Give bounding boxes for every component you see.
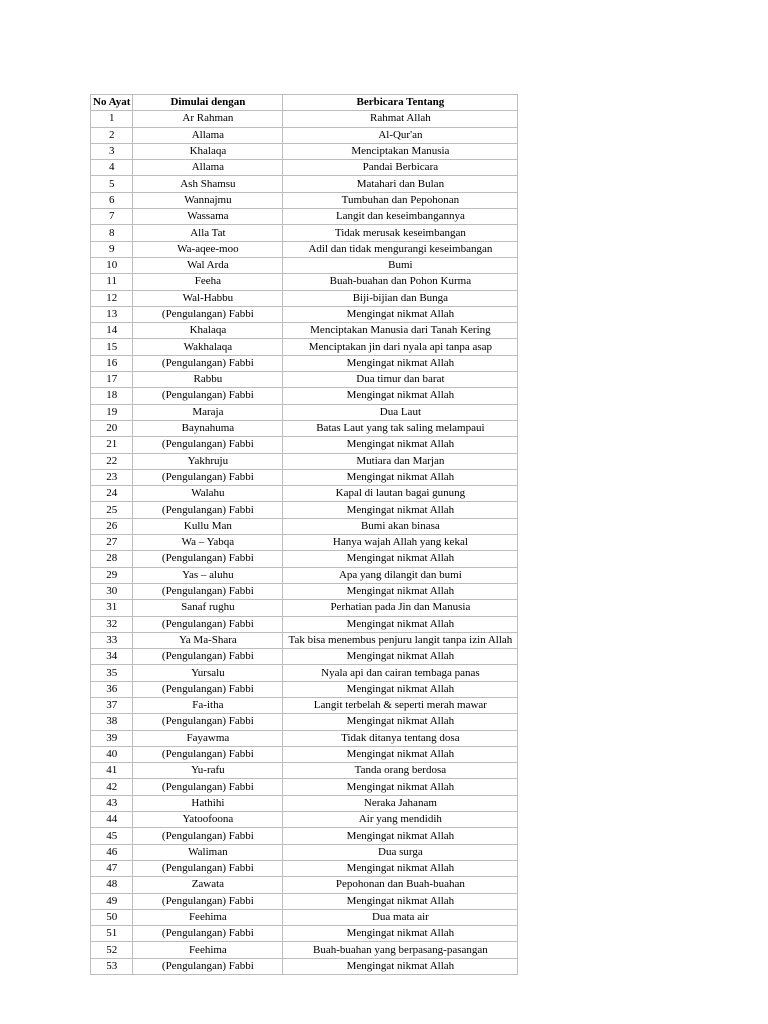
table-row: [91, 697, 518, 713]
cell-no-ayat: 38: [91, 714, 133, 730]
cell-no-ayat: 21: [91, 437, 133, 453]
cell-no-ayat: 47: [91, 860, 133, 876]
cell-no-ayat: 7: [91, 209, 133, 225]
cell-no-ayat: 39: [91, 730, 133, 746]
table-row: [91, 274, 518, 290]
cell-no-ayat: 43: [91, 795, 133, 811]
cell-berbicara-tentang: Mengingat nikmat Allah: [283, 355, 518, 371]
cell-no-ayat: 25: [91, 502, 133, 518]
table-row: [91, 355, 518, 371]
cell-dimulai-dengan: Ar Rahman: [133, 111, 283, 127]
table-row: [91, 518, 518, 534]
cell-no-ayat: 8: [91, 225, 133, 241]
cell-dimulai-dengan: Ash Shamsu: [133, 176, 283, 192]
cell-berbicara-tentang: Buah-buahan yang berpasang-pasangan: [283, 942, 518, 958]
table-row: [91, 388, 518, 404]
cell-no-ayat: 27: [91, 535, 133, 551]
cell-dimulai-dengan: Yursalu: [133, 665, 283, 681]
cell-dimulai-dengan: Sanaf rughu: [133, 600, 283, 616]
table-row: [91, 225, 518, 241]
cell-dimulai-dengan: Allama: [133, 160, 283, 176]
cell-dimulai-dengan: Wal Arda: [133, 257, 283, 273]
cell-no-ayat: 52: [91, 942, 133, 958]
cell-dimulai-dengan: Yu-rafu: [133, 763, 283, 779]
cell-dimulai-dengan: (Pengulangan) Fabbi: [133, 649, 283, 665]
cell-berbicara-tentang: Biji-bijian dan Bunga: [283, 290, 518, 306]
cell-no-ayat: 42: [91, 779, 133, 795]
cell-no-ayat: 1: [91, 111, 133, 127]
cell-dimulai-dengan: (Pengulangan) Fabbi: [133, 616, 283, 632]
cell-dimulai-dengan: (Pengulangan) Fabbi: [133, 388, 283, 404]
cell-no-ayat: 4: [91, 160, 133, 176]
table-row: [91, 502, 518, 518]
cell-dimulai-dengan: Feeha: [133, 274, 283, 290]
cell-berbicara-tentang: Menciptakan Manusia: [283, 143, 518, 159]
header-dimulai-dengan: Dimulai dengan: [133, 95, 283, 111]
document-table-container: [90, 94, 518, 975]
cell-berbicara-tentang: Matahari dan Bulan: [283, 176, 518, 192]
cell-dimulai-dengan: Wassama: [133, 209, 283, 225]
cell-berbicara-tentang: Mengingat nikmat Allah: [283, 926, 518, 942]
table-row: [91, 779, 518, 795]
cell-no-ayat: 13: [91, 306, 133, 322]
cell-no-ayat: 40: [91, 746, 133, 762]
table-row: [91, 665, 518, 681]
table-row: [91, 323, 518, 339]
cell-berbicara-tentang: Mengingat nikmat Allah: [283, 437, 518, 453]
cell-berbicara-tentang: Dua timur dan barat: [283, 372, 518, 388]
table-row: [91, 909, 518, 925]
cell-dimulai-dengan: Wal-Habbu: [133, 290, 283, 306]
cell-dimulai-dengan: Allama: [133, 127, 283, 143]
cell-no-ayat: 23: [91, 469, 133, 485]
table-row: [91, 535, 518, 551]
table-row: [91, 893, 518, 909]
cell-no-ayat: 44: [91, 812, 133, 828]
cell-dimulai-dengan: Fayawma: [133, 730, 283, 746]
cell-berbicara-tentang: Mengingat nikmat Allah: [283, 893, 518, 909]
cell-dimulai-dengan: Wa-aqee-moo: [133, 241, 283, 257]
cell-berbicara-tentang: Air yang mendidih: [283, 812, 518, 828]
cell-berbicara-tentang: Mutiara dan Marjan: [283, 453, 518, 469]
cell-dimulai-dengan: Feehima: [133, 909, 283, 925]
cell-no-ayat: 6: [91, 192, 133, 208]
table-row: [91, 681, 518, 697]
cell-no-ayat: 17: [91, 372, 133, 388]
cell-berbicara-tentang: Buah-buahan dan Pohon Kurma: [283, 274, 518, 290]
cell-no-ayat: 16: [91, 355, 133, 371]
table-row: [91, 143, 518, 159]
table-row: [91, 746, 518, 762]
cell-dimulai-dengan: (Pengulangan) Fabbi: [133, 958, 283, 974]
cell-no-ayat: 19: [91, 404, 133, 420]
cell-berbicara-tentang: Tak bisa menembus penjuru langit tanpa izin Allah: [283, 632, 518, 648]
cell-berbicara-tentang: Tidak ditanya tentang dosa: [283, 730, 518, 746]
table-row: [91, 844, 518, 860]
cell-berbicara-tentang: Menciptakan jin dari nyala api tanpa asap: [283, 339, 518, 355]
cell-dimulai-dengan: Feehima: [133, 942, 283, 958]
table-row: [91, 339, 518, 355]
cell-berbicara-tentang: Mengingat nikmat Allah: [283, 583, 518, 599]
table-row: [91, 942, 518, 958]
cell-berbicara-tentang: Hanya wajah Allah yang kekal: [283, 535, 518, 551]
cell-no-ayat: 46: [91, 844, 133, 860]
cell-no-ayat: 53: [91, 958, 133, 974]
cell-berbicara-tentang: Pandai Berbicara: [283, 160, 518, 176]
cell-berbicara-tentang: Mengingat nikmat Allah: [283, 714, 518, 730]
cell-no-ayat: 32: [91, 616, 133, 632]
cell-no-ayat: 50: [91, 909, 133, 925]
cell-dimulai-dengan: Wa – Yabqa: [133, 535, 283, 551]
cell-no-ayat: 5: [91, 176, 133, 192]
table-row: [91, 632, 518, 648]
cell-dimulai-dengan: Maraja: [133, 404, 283, 420]
cell-dimulai-dengan: Hathihi: [133, 795, 283, 811]
cell-dimulai-dengan: Yatoofoona: [133, 812, 283, 828]
table-row: [91, 616, 518, 632]
table-row: [91, 795, 518, 811]
cell-no-ayat: 37: [91, 697, 133, 713]
cell-dimulai-dengan: (Pengulangan) Fabbi: [133, 860, 283, 876]
cell-berbicara-tentang: Kapal di lautan bagai gunung: [283, 486, 518, 502]
cell-berbicara-tentang: Apa yang dilangit dan bumi: [283, 567, 518, 583]
cell-dimulai-dengan: (Pengulangan) Fabbi: [133, 828, 283, 844]
cell-berbicara-tentang: Langit terbelah & seperti merah mawar: [283, 697, 518, 713]
cell-no-ayat: 36: [91, 681, 133, 697]
cell-berbicara-tentang: Al-Qur'an: [283, 127, 518, 143]
table-body: [91, 111, 518, 975]
cell-berbicara-tentang: Perhatian pada Jin dan Manusia: [283, 600, 518, 616]
cell-berbicara-tentang: Menciptakan Manusia dari Tanah Kering: [283, 323, 518, 339]
table-row: [91, 372, 518, 388]
cell-berbicara-tentang: Bumi: [283, 257, 518, 273]
cell-berbicara-tentang: Neraka Jahanam: [283, 795, 518, 811]
cell-berbicara-tentang: Tidak merusak keseimbangan: [283, 225, 518, 241]
cell-no-ayat: 29: [91, 567, 133, 583]
ayat-table: [90, 94, 518, 975]
cell-berbicara-tentang: Mengingat nikmat Allah: [283, 860, 518, 876]
cell-berbicara-tentang: Tumbuhan dan Pepohonan: [283, 192, 518, 208]
cell-dimulai-dengan: (Pengulangan) Fabbi: [133, 502, 283, 518]
table-row: [91, 241, 518, 257]
cell-dimulai-dengan: (Pengulangan) Fabbi: [133, 681, 283, 697]
cell-dimulai-dengan: (Pengulangan) Fabbi: [133, 306, 283, 322]
cell-no-ayat: 35: [91, 665, 133, 681]
cell-dimulai-dengan: Fa-itha: [133, 697, 283, 713]
cell-dimulai-dengan: (Pengulangan) Fabbi: [133, 583, 283, 599]
table-row: [91, 192, 518, 208]
cell-no-ayat: 51: [91, 926, 133, 942]
table-row: [91, 763, 518, 779]
cell-no-ayat: 33: [91, 632, 133, 648]
cell-berbicara-tentang: Mengingat nikmat Allah: [283, 551, 518, 567]
cell-dimulai-dengan: Waliman: [133, 844, 283, 860]
cell-no-ayat: 3: [91, 143, 133, 159]
table-header-row: [91, 95, 518, 111]
cell-dimulai-dengan: (Pengulangan) Fabbi: [133, 893, 283, 909]
cell-berbicara-tentang: Langit dan keseimbangannya: [283, 209, 518, 225]
cell-berbicara-tentang: Dua surga: [283, 844, 518, 860]
cell-berbicara-tentang: Tanda orang berdosa: [283, 763, 518, 779]
cell-dimulai-dengan: (Pengulangan) Fabbi: [133, 437, 283, 453]
cell-dimulai-dengan: Baynahuma: [133, 420, 283, 436]
table-row: [91, 877, 518, 893]
table-row: [91, 176, 518, 192]
table-row: [91, 551, 518, 567]
cell-dimulai-dengan: Yas – aluhu: [133, 567, 283, 583]
cell-no-ayat: 26: [91, 518, 133, 534]
cell-dimulai-dengan: Yakhruju: [133, 453, 283, 469]
cell-no-ayat: 15: [91, 339, 133, 355]
cell-no-ayat: 30: [91, 583, 133, 599]
table-row: [91, 469, 518, 485]
cell-dimulai-dengan: (Pengulangan) Fabbi: [133, 551, 283, 567]
cell-no-ayat: 2: [91, 127, 133, 143]
cell-no-ayat: 24: [91, 486, 133, 502]
cell-no-ayat: 9: [91, 241, 133, 257]
cell-berbicara-tentang: Pepohonan dan Buah-buahan: [283, 877, 518, 893]
cell-no-ayat: 49: [91, 893, 133, 909]
cell-berbicara-tentang: Mengingat nikmat Allah: [283, 616, 518, 632]
table-row: [91, 730, 518, 746]
table-row: [91, 420, 518, 436]
table-row: [91, 812, 518, 828]
cell-berbicara-tentang: Bumi akan binasa: [283, 518, 518, 534]
table-row: [91, 453, 518, 469]
cell-berbicara-tentang: Mengingat nikmat Allah: [283, 388, 518, 404]
cell-dimulai-dengan: (Pengulangan) Fabbi: [133, 355, 283, 371]
cell-dimulai-dengan: Khalaqa: [133, 143, 283, 159]
cell-no-ayat: 45: [91, 828, 133, 844]
cell-dimulai-dengan: Rabbu: [133, 372, 283, 388]
cell-berbicara-tentang: Mengingat nikmat Allah: [283, 958, 518, 974]
table-row: [91, 926, 518, 942]
cell-berbicara-tentang: Adil dan tidak mengurangi keseimbangan: [283, 241, 518, 257]
cell-no-ayat: 48: [91, 877, 133, 893]
cell-dimulai-dengan: Alla Tat: [133, 225, 283, 241]
table-row: [91, 583, 518, 599]
table-row: [91, 209, 518, 225]
cell-berbicara-tentang: Mengingat nikmat Allah: [283, 828, 518, 844]
cell-berbicara-tentang: Mengingat nikmat Allah: [283, 649, 518, 665]
table-row: [91, 649, 518, 665]
cell-no-ayat: 10: [91, 257, 133, 273]
cell-berbicara-tentang: Mengingat nikmat Allah: [283, 306, 518, 322]
cell-berbicara-tentang: Dua mata air: [283, 909, 518, 925]
cell-no-ayat: 34: [91, 649, 133, 665]
cell-no-ayat: 12: [91, 290, 133, 306]
cell-berbicara-tentang: Rahmat Allah: [283, 111, 518, 127]
header-no-ayat: No Ayat: [91, 95, 133, 111]
cell-dimulai-dengan: (Pengulangan) Fabbi: [133, 926, 283, 942]
cell-berbicara-tentang: Mengingat nikmat Allah: [283, 746, 518, 762]
cell-dimulai-dengan: (Pengulangan) Fabbi: [133, 469, 283, 485]
table-row: [91, 404, 518, 420]
cell-berbicara-tentang: Batas Laut yang tak saling melampaui: [283, 420, 518, 436]
table-row: [91, 160, 518, 176]
cell-berbicara-tentang: Nyala api dan cairan tembaga panas: [283, 665, 518, 681]
cell-dimulai-dengan: Wannajmu: [133, 192, 283, 208]
table-row: [91, 437, 518, 453]
cell-no-ayat: 11: [91, 274, 133, 290]
table-row: [91, 290, 518, 306]
cell-dimulai-dengan: (Pengulangan) Fabbi: [133, 746, 283, 762]
cell-dimulai-dengan: Walahu: [133, 486, 283, 502]
cell-berbicara-tentang: Mengingat nikmat Allah: [283, 681, 518, 697]
table-row: [91, 306, 518, 322]
table-row: [91, 486, 518, 502]
cell-dimulai-dengan: Ya Ma-Shara: [133, 632, 283, 648]
cell-no-ayat: 18: [91, 388, 133, 404]
cell-berbicara-tentang: Mengingat nikmat Allah: [283, 779, 518, 795]
cell-berbicara-tentang: Mengingat nikmat Allah: [283, 469, 518, 485]
cell-berbicara-tentang: Dua Laut: [283, 404, 518, 420]
cell-berbicara-tentang: Mengingat nikmat Allah: [283, 502, 518, 518]
cell-dimulai-dengan: Zawata: [133, 877, 283, 893]
table-row: [91, 127, 518, 143]
table-row: [91, 714, 518, 730]
cell-no-ayat: 31: [91, 600, 133, 616]
table-row: [91, 111, 518, 127]
table-row: [91, 860, 518, 876]
cell-dimulai-dengan: Kullu Man: [133, 518, 283, 534]
cell-no-ayat: 14: [91, 323, 133, 339]
cell-no-ayat: 41: [91, 763, 133, 779]
cell-no-ayat: 22: [91, 453, 133, 469]
cell-dimulai-dengan: Khalaqa: [133, 323, 283, 339]
table-row: [91, 600, 518, 616]
cell-dimulai-dengan: Wakhalaqa: [133, 339, 283, 355]
cell-dimulai-dengan: (Pengulangan) Fabbi: [133, 779, 283, 795]
table-row: [91, 958, 518, 974]
header-berbicara-tentang: Berbicara Tentang: [283, 95, 518, 111]
table-row: [91, 257, 518, 273]
cell-no-ayat: 28: [91, 551, 133, 567]
table-row: [91, 567, 518, 583]
cell-no-ayat: 20: [91, 420, 133, 436]
cell-dimulai-dengan: (Pengulangan) Fabbi: [133, 714, 283, 730]
table-row: [91, 828, 518, 844]
